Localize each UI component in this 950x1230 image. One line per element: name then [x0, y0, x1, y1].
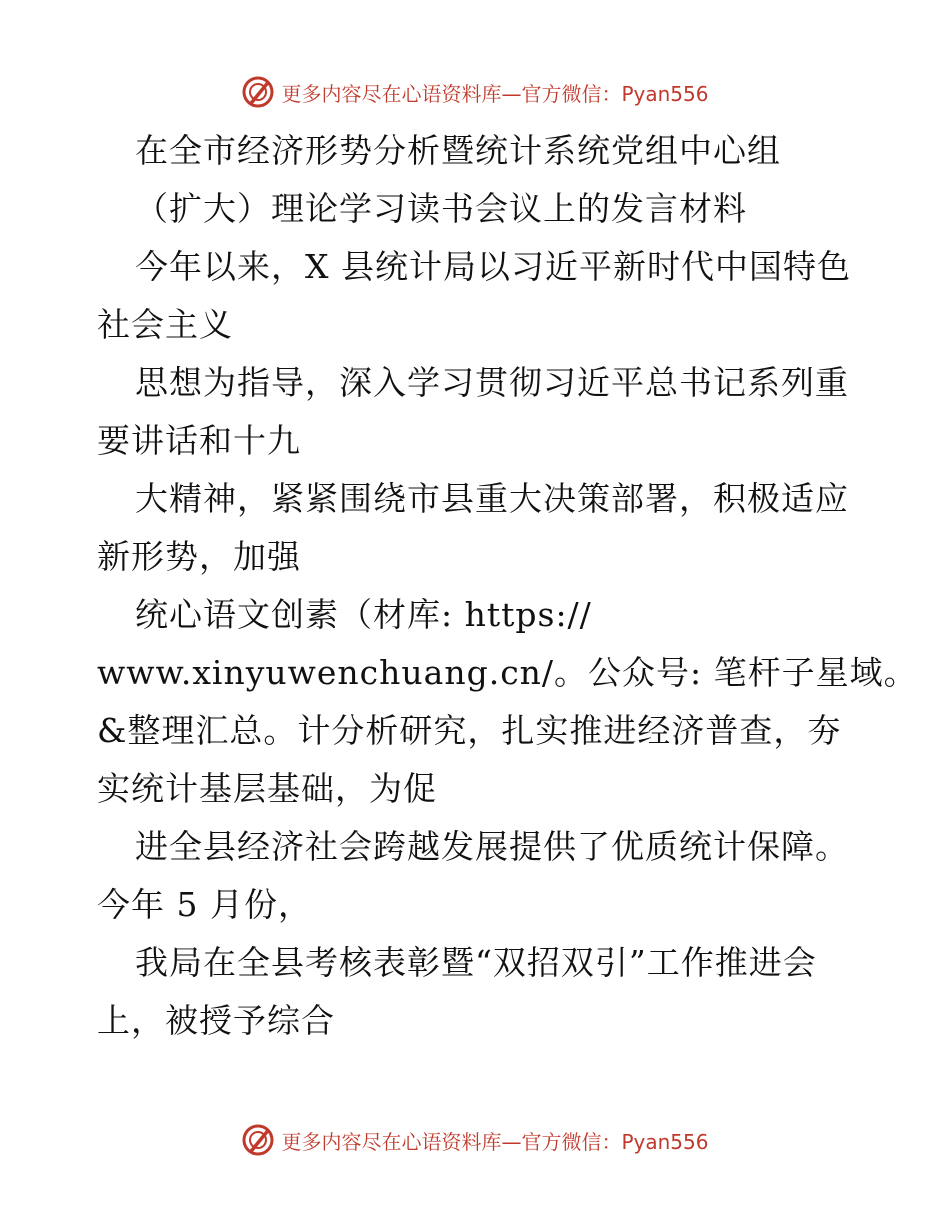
paragraph-line: 进全县经济社会跨越发展提供了优质统计保障。 [135, 827, 849, 866]
banner-main-text: 更多内容尽在心语资料库 [281, 81, 502, 106]
header-banner [0, 72, 950, 112]
header-banner-text [281, 78, 708, 107]
quill-seal-icon [241, 75, 275, 109]
paragraph-line: 大精神，紧紧围绕市县重大决策部署，积极适应 [135, 479, 849, 518]
paragraph-line-url: www.xinyuwenchuang.cn/。公众号: 笔杆子星域。 [97, 653, 918, 692]
paragraph-line: 新形势，加强 [97, 537, 301, 576]
paragraph-line: 今年 5 月份， [97, 885, 312, 924]
title-line-2: （扩大）理论学习读书会议上的发言材料 [135, 189, 747, 228]
paragraph-line: 思想为指导，深入学习贯彻习近平总书记系列重 [135, 363, 849, 402]
paragraph-line: 今年以来，X 县统计局以习近平新时代中国特色 [135, 247, 851, 286]
footer-banner-text [281, 1126, 708, 1155]
paragraph-line: 社会主义 [97, 305, 233, 344]
banner-dash: — [501, 1129, 522, 1154]
banner-contact-text: 官方微信：Pyan556 [521, 81, 709, 106]
banner-main-text: 更多内容尽在心语资料库 [281, 1129, 502, 1154]
paragraph-line: 我局在全县考核表彰暨“双招双引”工作推进会 [135, 943, 817, 982]
paragraph-line: 统心语文创素（材库: https:// [135, 595, 592, 634]
banner-dash: — [501, 81, 522, 106]
title-line-1: 在全市经济形势分析暨统计系统党组中心组 [135, 131, 781, 170]
paragraph-line: 上，被授予综合 [97, 1001, 335, 1040]
paragraph-line: 要讲话和十九 [97, 421, 301, 460]
footer-banner [0, 1120, 950, 1160]
banner-contact-text: 官方微信：Pyan556 [521, 1129, 709, 1154]
document-body [97, 122, 918, 1050]
quill-seal-icon [241, 1123, 275, 1157]
paragraph-line: 实统计基层基础，为促 [97, 769, 437, 808]
paragraph-line: &整理汇总。计分析研究，扎实推进经济普查，夯 [97, 711, 842, 750]
